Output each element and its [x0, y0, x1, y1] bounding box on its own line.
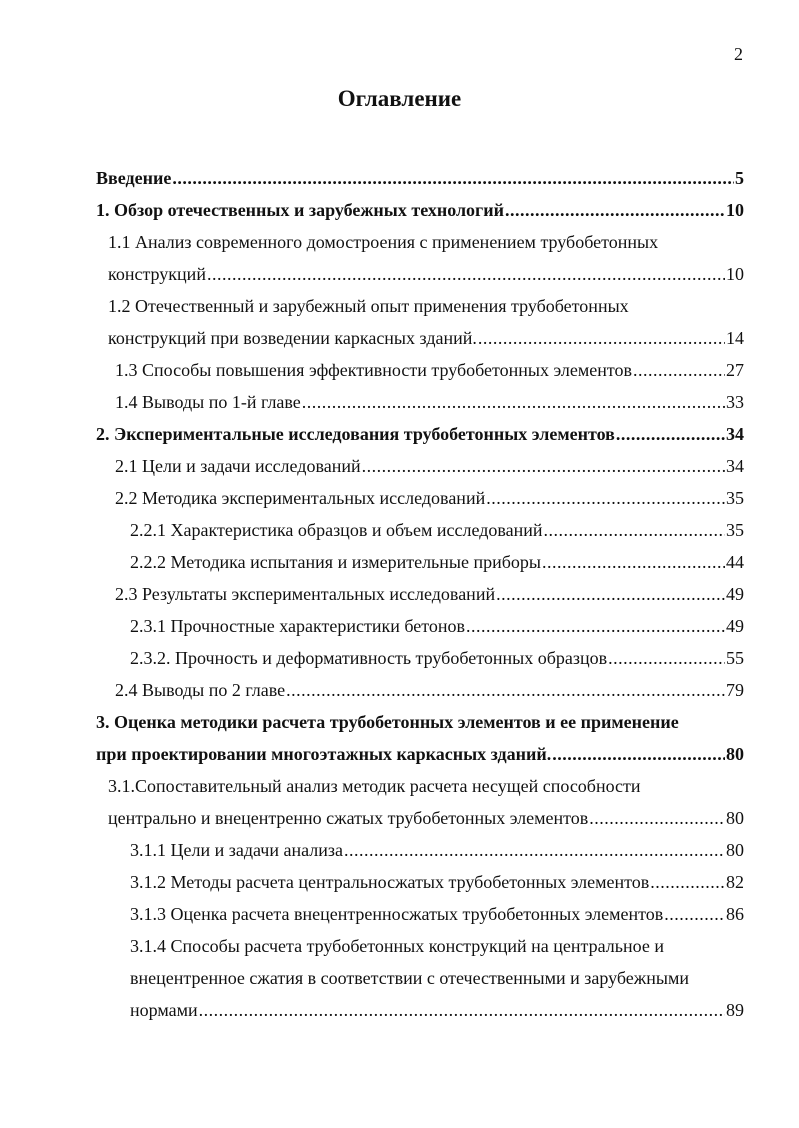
toc-entry-title: 2.4 Выводы по 2 главе [115, 680, 286, 700]
dot-leader [172, 162, 734, 194]
toc-entry-title: 3.1.2 Методы расчета центральносжатых трубобетонных элементов [130, 872, 650, 892]
page-title: Оглавление [337, 86, 462, 111]
toc-entry [0, 482, 799, 514]
dot-leader [552, 738, 725, 770]
dot-leader [616, 418, 725, 450]
dot-leader [542, 546, 725, 578]
toc-entry-page-number: 79 [726, 680, 744, 700]
toc-entry-page-number: 35 [726, 488, 744, 508]
toc-entry-title: 2.3.2. Прочность и деформативность трубобетонных образцов [130, 648, 608, 668]
toc-entry-page-number: 49 [726, 616, 744, 636]
toc-entry-leader-line [0, 578, 744, 610]
dot-leader [633, 354, 725, 386]
toc-entry-text-line: 3. Оценка методики расчета трубобетонных элементов и ее применение [96, 712, 679, 732]
toc-entry-page-number: 89 [726, 1000, 744, 1020]
toc-entry [0, 834, 799, 866]
toc-entry-leader-line [0, 354, 744, 386]
toc-entry [0, 930, 799, 1026]
toc-entry-leader-line [0, 642, 744, 674]
toc-entry-page-number: 35 [726, 520, 744, 540]
toc-entry-page-number: 33 [726, 392, 744, 412]
toc-entry-title: 3.1.1 Цели и задачи анализа [130, 840, 343, 860]
dot-leader [344, 834, 725, 866]
dot-leader [466, 610, 725, 642]
toc-entry-leader-line [0, 802, 744, 834]
toc-entry-title: 1.3 Способы повышения эффективности трубобетонных элементов [115, 360, 633, 380]
table-of-contents [0, 162, 799, 1026]
toc-entry-text-line: 1.1 Анализ современного домостроения с применением трубобетонных [108, 232, 659, 252]
dot-leader [608, 642, 725, 674]
toc-entry [0, 226, 799, 290]
dot-leader [486, 482, 725, 514]
toc-entry-leader-line [0, 322, 744, 354]
toc-entry-leader-line [0, 482, 744, 514]
toc-entry [0, 450, 799, 482]
toc-entry [0, 386, 799, 418]
dot-leader [544, 514, 726, 546]
toc-entry-title: Введение [96, 168, 172, 188]
toc-entry-title: 3.1.3 Оценка расчета внецентренносжатых трубобетонных элементов [130, 904, 664, 924]
toc-entry-leader-line [0, 898, 744, 930]
dot-leader [496, 578, 725, 610]
toc-entry-page-number: 80 [726, 840, 744, 860]
toc-entry-title: 1. Обзор отечественных и зарубежных технологий [96, 200, 504, 220]
toc-entry [0, 514, 799, 546]
toc-entry-text-line: 1.2 Отечественный и зарубежный опыт применения трубобетонных [108, 296, 629, 316]
toc-entry-title: 2. Экспериментальные исследования трубобетонных элементов [96, 424, 615, 444]
dot-leader [589, 802, 725, 834]
dot-leader [199, 994, 725, 1026]
toc-entry-page-number: 5 [735, 168, 744, 188]
toc-entry [0, 418, 799, 450]
dot-leader [650, 866, 725, 898]
dot-leader [505, 194, 725, 226]
toc-entry [0, 290, 799, 354]
dot-leader [478, 322, 725, 354]
toc-entry-text-line: 3.1.4 Способы расчета трубобетонных конструкций на центральное и [130, 936, 664, 956]
toc-entry-title: при проектировании многоэтажных каркасных зданий. [96, 744, 552, 764]
toc-entry-title: 2.3.1 Прочностные характеристики бетонов [130, 616, 466, 636]
toc-entry-page-number: 27 [726, 360, 744, 380]
toc-entry-title: конструкций при возведении каркасных зданий. [108, 328, 477, 348]
toc-entry-leader-line [0, 866, 744, 898]
dot-leader [286, 674, 725, 706]
toc-entry-leader-line [0, 514, 744, 546]
page-number: 2 [734, 44, 743, 64]
toc-entry-leader-line [0, 418, 744, 450]
toc-entry-page-number: 82 [726, 872, 744, 892]
toc-entry-title: 2.2.2 Методика испытания и измерительные приборы [130, 552, 542, 572]
toc-entry-title: 2.1 Цели и задачи исследований [115, 456, 361, 476]
toc-entry [0, 898, 799, 930]
toc-entry [0, 770, 799, 834]
toc-entry [0, 706, 799, 770]
toc-entry-leader-line [0, 194, 744, 226]
toc-entry-text-line: внецентренное сжатия в соответствии с отечественными и зарубежными [130, 968, 689, 988]
toc-entry [0, 866, 799, 898]
toc-entry-leader-line [0, 674, 744, 706]
toc-entry [0, 162, 799, 194]
toc-entry [0, 578, 799, 610]
toc-entry-title: конструкций [108, 264, 206, 284]
toc-entry [0, 642, 799, 674]
toc-entry-title: нормами [130, 1000, 198, 1020]
toc-entry-page-number: 14 [726, 328, 744, 348]
toc-entry-leader-line [0, 450, 744, 482]
toc-entry-page-number: 80 [726, 744, 744, 764]
toc-entry [0, 546, 799, 578]
toc-entry-leader-line [0, 546, 744, 578]
toc-entry-leader-line [0, 834, 744, 866]
toc-entry-page-number: 34 [726, 424, 744, 444]
dot-leader [362, 450, 725, 482]
toc-entry-page-number: 10 [726, 200, 744, 220]
toc-entry-page-number: 86 [726, 904, 744, 924]
toc-entry-title: 2.3 Результаты экспериментальных исследований [115, 584, 496, 604]
dot-leader [207, 258, 725, 290]
toc-entry-leader-line [0, 162, 744, 194]
toc-entry-page-number: 80 [726, 808, 744, 828]
toc-entry-leader-line [0, 994, 744, 1026]
toc-entry [0, 194, 799, 226]
toc-entry-page-number: 10 [726, 264, 744, 284]
toc-entry-title: 2.2.1 Характеристика образцов и объем исследований [130, 520, 543, 540]
dot-leader [664, 898, 725, 930]
toc-entry [0, 354, 799, 386]
toc-entry-page-number: 34 [726, 456, 744, 476]
toc-entry-title: 1.4 Выводы по 1-й главе [115, 392, 301, 412]
dot-leader [302, 386, 725, 418]
toc-entry [0, 674, 799, 706]
toc-entry-page-number: 44 [726, 552, 744, 572]
toc-entry-text-line: 3.1.Сопоставительный анализ методик расчета несущей способности [108, 776, 641, 796]
toc-entry-leader-line [0, 610, 744, 642]
toc-entry-page-number: 55 [726, 648, 744, 668]
toc-entry-title: 2.2 Методика экспериментальных исследований [115, 488, 486, 508]
toc-entry-title: центрально и внецентренно сжатых трубобетонных элементов [108, 808, 589, 828]
toc-entry [0, 610, 799, 642]
toc-entry-leader-line [0, 258, 744, 290]
toc-entry-leader-line [0, 738, 744, 770]
toc-entry-page-number: 49 [726, 584, 744, 604]
toc-entry-leader-line [0, 386, 744, 418]
